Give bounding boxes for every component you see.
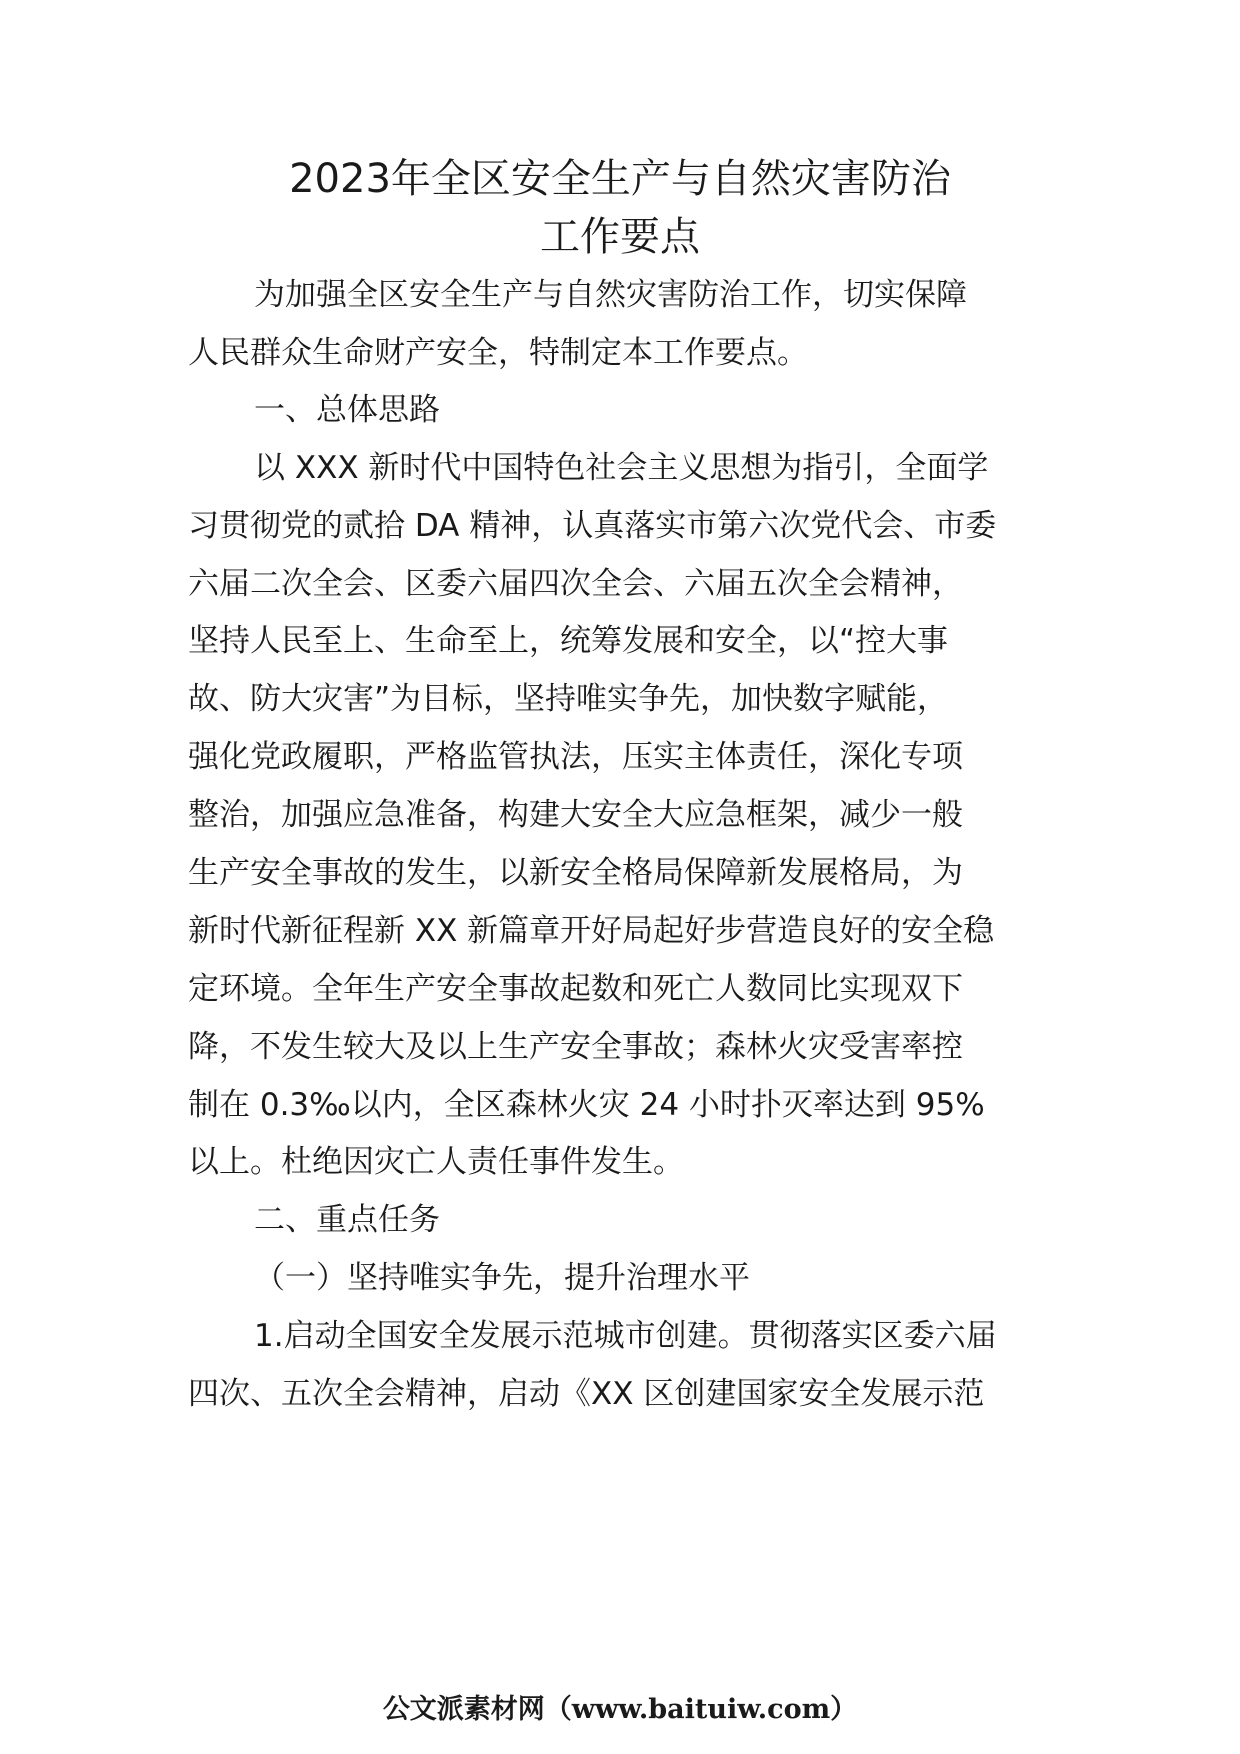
section-1-line-6: 强化党政履职，严格监管执法，压实主体责任，深化专项 bbox=[188, 739, 963, 775]
section-1-line-4: 坚持人民至上、生命至上，统筹发展和安全，以“控大事 bbox=[188, 623, 949, 659]
intro-line-2: 人民群众生命财产安全，特制定本工作要点。 bbox=[188, 335, 808, 371]
section-1-line-3: 六届二次全会、区委六届四次全会、六届五次全会精神， bbox=[188, 566, 963, 602]
footer-watermark: 公文派素材网（www.baituiw.com） bbox=[382, 1694, 858, 1725]
section-1-line-11: 降，不发生较大及以上生产安全事故；森林火灾受害率控 bbox=[188, 1029, 963, 1065]
intro-line-1: 为加强全区安全生产与自然灾害防治工作，切实保障 bbox=[254, 277, 967, 313]
section-1-line-12: 制在 0.3‰以内，全区森林火灾 24 小时扑灭率达到 95% bbox=[188, 1087, 985, 1123]
section-1-line-10: 定环境。全年生产安全事故起数和死亡人数同比实现双下 bbox=[188, 971, 963, 1007]
item-1-line-2: 四次、五次全会精神，启动《XX 区创建国家安全发展示范 bbox=[188, 1376, 985, 1412]
section-1-line-5: 故、防大灾害”为目标，坚持唯实争先，加快数字赋能， bbox=[188, 681, 949, 717]
item-1-line-1: 1.启动全国安全发展示范城市创建。贯彻落实区委六届 bbox=[254, 1318, 997, 1354]
section-1-line-7: 整治，加强应急准备，构建大安全大应急框架，减少一般 bbox=[188, 797, 963, 833]
section-1-line-9: 新时代新征程新 XX 新篇章开好局起好步营造良好的安全稳 bbox=[188, 913, 995, 949]
section-2-heading: 二、重点任务 bbox=[254, 1202, 440, 1238]
section-1-heading: 一、总体思路 bbox=[254, 392, 440, 428]
section-1-line-1: 以 XXX 新时代中国特色社会主义思想为指引，全面学 bbox=[254, 450, 989, 486]
document-title-line-1: 2023年全区安全生产与自然灾害防治 bbox=[289, 156, 951, 202]
section-1-line-2: 习贯彻党的贰拾 DA 精神，认真落实市第六次党代会、市委 bbox=[188, 508, 997, 544]
subsection-1-heading: （一）坚持唯实争先，提升治理水平 bbox=[254, 1260, 750, 1296]
section-1-line-13: 以上。杜绝因灾亡人责任事件发生。 bbox=[188, 1144, 684, 1180]
document-title-line-2: 工作要点 bbox=[540, 214, 700, 260]
section-1-line-8: 生产安全事故的发生，以新安全格局保障新发展格局，为 bbox=[188, 855, 963, 891]
